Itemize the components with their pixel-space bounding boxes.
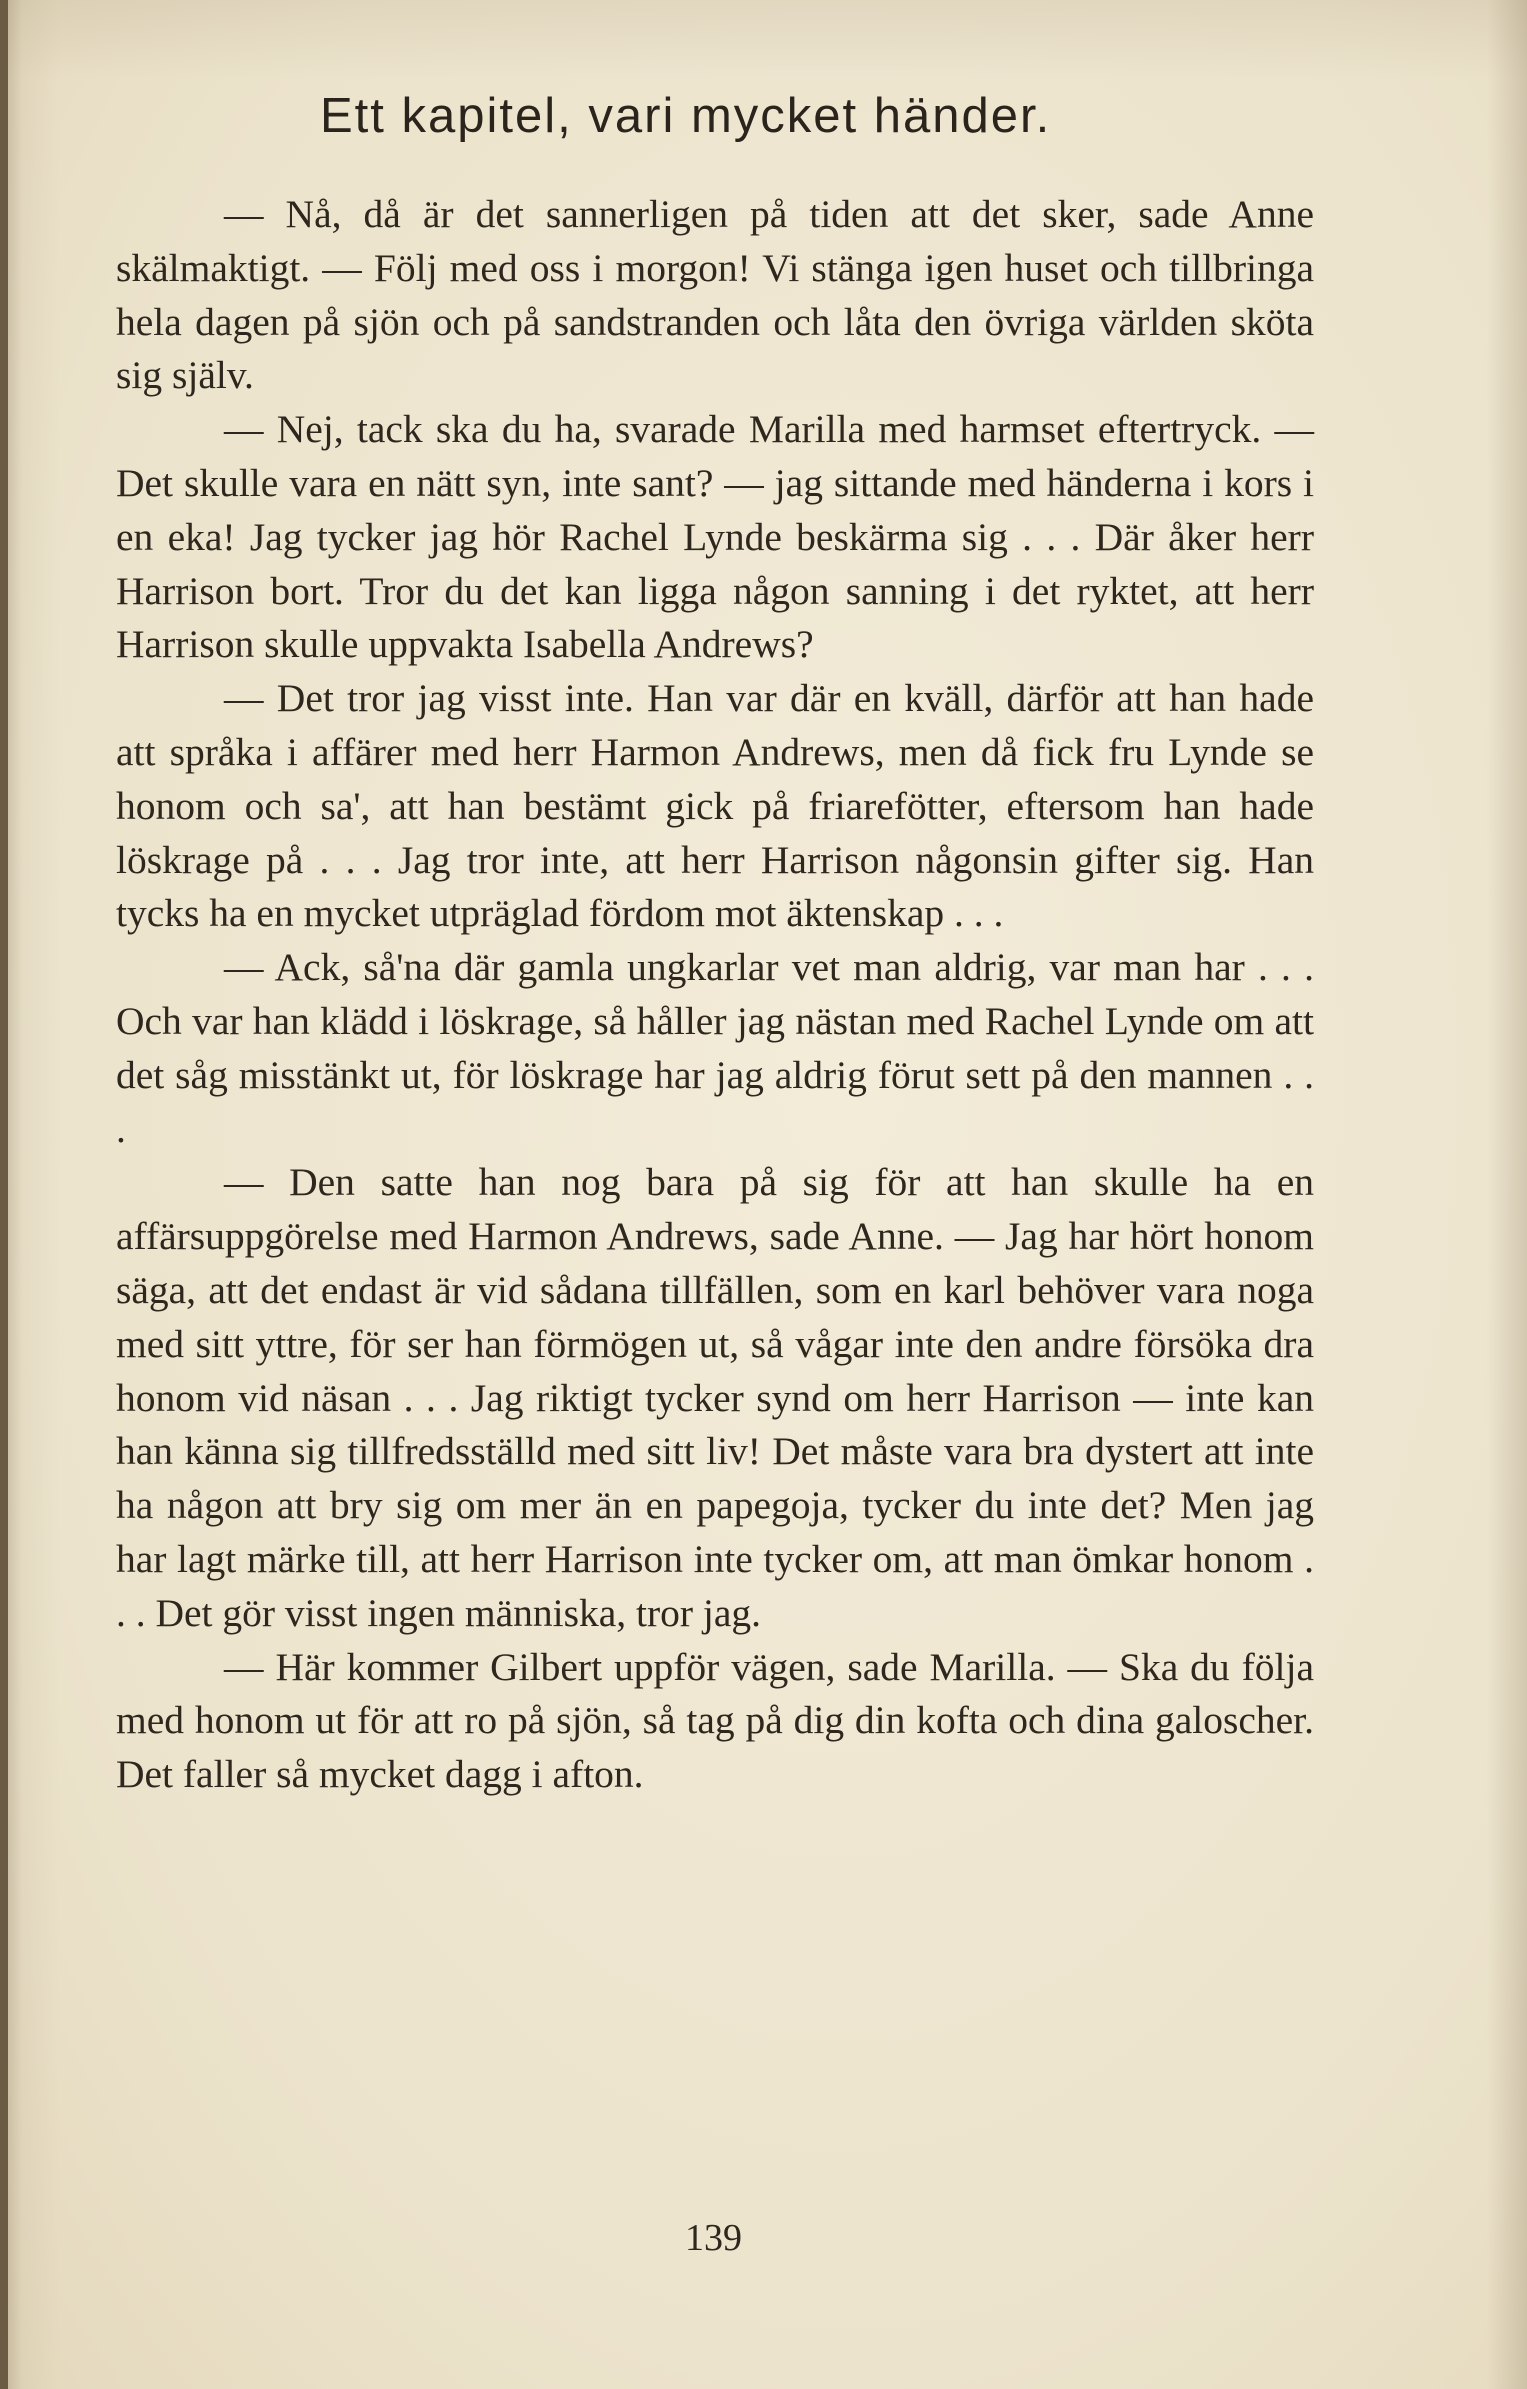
body-text xyxy=(116,188,1314,1802)
paragraph: — Nå, då är det sannerligen på tiden att det sker, sade Anne skälmaktigt. — Följ med oss i morgon! Vi stänga igen huset och tillbringa hela dagen på sjön och på sandstranden och låta den övriga världen sköta sig själv. xyxy=(116,192,1314,398)
paragraph: — Nej, tack ska du ha, svarade Marilla med harmset eftertryck. — Det skulle vara en nätt syn, inte sant? — jag sittande med händerna i kors i en eka! Jag tycker jag hör Rachel Lynde beskärma sig . . . Där åker herr Harrison bort. Tror du det kan ligga någon sanning i det ryktet, att herr Harrison skulle uppvakta Isabella Andrews? xyxy=(116,407,1314,667)
chapter-title: Ett kapitel, vari mycket händer. xyxy=(320,89,1052,143)
page-number: 139 xyxy=(685,2217,742,2259)
binding-edge xyxy=(0,0,8,2389)
paragraph: — Ack, så'na där gamla ungkarlar vet man aldrig, var man har . . . Och var han klädd i löskrage, så håller jag nästan med Rachel Lynde om att det såg misstänkt ut, för löskrage har jag aldrig förut sett på den mannen . . . xyxy=(116,945,1314,1151)
paragraph: — Här kommer Gilbert uppför vägen, sade Marilla. — Ska du följa med honom ut för att ro på sjön, så tag på dig din kofta och dina galoscher. Det faller så mycket dagg i afton. xyxy=(116,1644,1314,1797)
paragraph: — Den satte han nog bara på sig för att han skulle ha en affärsuppgörelse med Harmon Andrews, sade Anne. — Jag har hört honom säga, att det endast är vid sådana tillfällen, som en karl behöver vara noga med sitt yttre, för ser han förmögen ut, så vågar inte den andre försöka dra honom vid näsan . . . Jag riktigt tycker synd om herr Harrison — inte kan han känna sig tillfredsställd med sitt liv! Det måste vara bra dystert att inte ha någon att bry sig om mer än en papegoja, tycker du inte det? Men jag har lagt märke till, att herr Harrison inte tycker om, att man ömkar honom . . . Det gör visst ingen människa, tror jag. xyxy=(116,1160,1314,1635)
paragraph: — Det tror jag visst inte. Han var där en kväll, därför att han hade att språka i affärer med herr Harmon Andrews, men då fick fru Lynde se honom och sa', att han bestämt gick på friarefötter, eftersom han hade löskrage på . . . Jag tror inte, att herr Harrison någonsin gifter sig. Han tycks ha en mycket utpräglad fördom mot äktenskap . . . xyxy=(116,676,1314,936)
